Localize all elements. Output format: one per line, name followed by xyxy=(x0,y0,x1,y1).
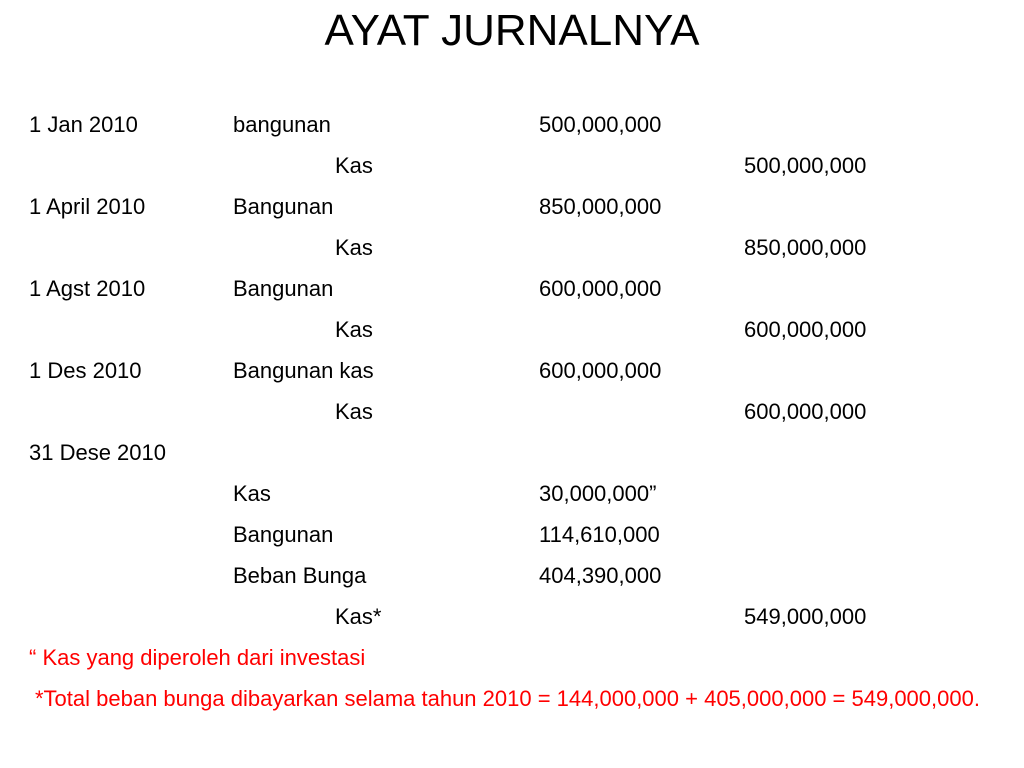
entry-debit: 600,000,000 xyxy=(539,358,662,383)
journal-row xyxy=(0,596,1024,637)
entry-account: Kas xyxy=(335,235,373,260)
page-title: AYAT JURNALNYA xyxy=(324,6,700,55)
entry-date: 1 April 2010 xyxy=(29,194,146,219)
entry-credit: 500,000,000 xyxy=(744,153,867,178)
journal-row xyxy=(0,391,1024,432)
entry-debit: 114,610,000 xyxy=(539,522,660,547)
entry-debit: 850,000,000 xyxy=(539,194,662,219)
journal-row xyxy=(0,432,1024,473)
entry-account: Bangunan xyxy=(233,194,334,219)
entry-account: Beban Bunga xyxy=(233,563,367,588)
journal-row xyxy=(0,186,1024,227)
note-kas-investasi: “ Kas yang diperoleh dari investasi xyxy=(29,645,366,670)
journal-row xyxy=(0,268,1024,309)
entry-account: Kas xyxy=(233,481,271,506)
entry-account: Bangunan kas xyxy=(233,358,374,383)
entry-account: Kas xyxy=(335,153,373,178)
entry-account: Kas xyxy=(335,399,373,424)
entry-account: Bangunan xyxy=(233,276,334,301)
journal-row xyxy=(0,555,1024,596)
entry-credit: 850,000,000 xyxy=(744,235,867,260)
journal-row xyxy=(0,227,1024,268)
journal-row xyxy=(0,350,1024,391)
entry-credit: 600,000,000 xyxy=(744,399,867,424)
entry-date: 1 Des 2010 xyxy=(29,358,142,383)
note-total-beban-bunga: *Total beban bunga dibayarkan selama tahun 2010 = 144,000,000 + 405,000,000 = 549,000,000. xyxy=(35,686,980,711)
entry-account: Kas xyxy=(335,317,373,342)
journal-row xyxy=(0,514,1024,555)
journal-row xyxy=(0,145,1024,186)
entry-date: 1 Jan 2010 xyxy=(29,112,138,137)
entry-debit: 404,390,000 xyxy=(539,563,662,588)
entry-credit: 549,000,000 xyxy=(744,604,867,629)
entry-debit: 600,000,000 xyxy=(539,276,662,301)
entry-date: 31 Dese 2010 xyxy=(29,440,166,465)
journal-entries xyxy=(0,104,1024,637)
entry-debit: 500,000,000 xyxy=(539,112,662,137)
entry-debit: 30,000,000” xyxy=(539,481,657,506)
entry-account: Bangunan xyxy=(233,522,334,547)
entry-account: bangunan xyxy=(233,112,331,137)
entry-date: 1 Agst 2010 xyxy=(29,276,146,301)
entry-credit: 600,000,000 xyxy=(744,317,867,342)
journal-row xyxy=(0,473,1024,514)
entry-account: Kas* xyxy=(335,604,382,629)
journal-row xyxy=(0,104,1024,145)
journal-row xyxy=(0,309,1024,350)
